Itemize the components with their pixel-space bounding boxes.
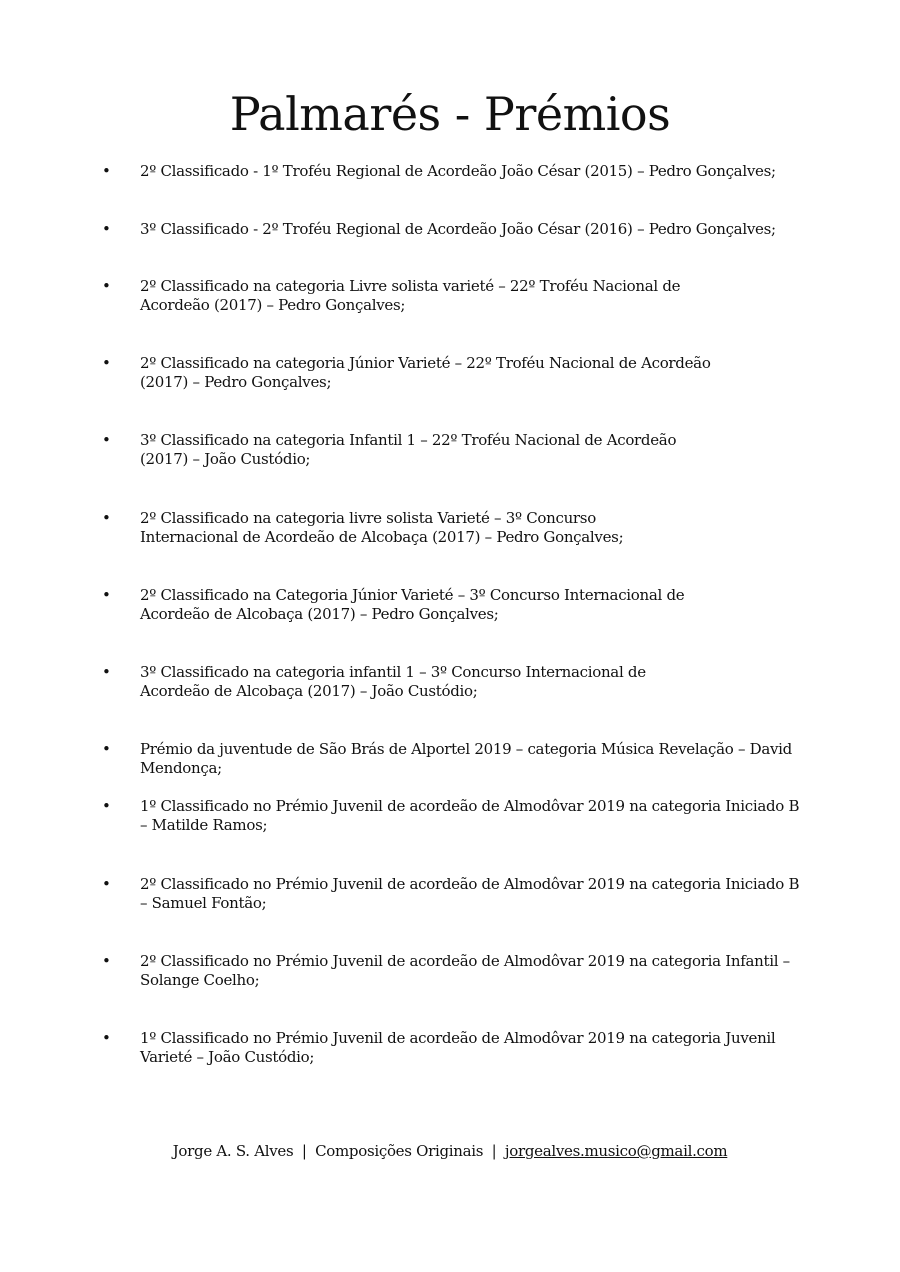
list-item bbox=[102, 797, 810, 835]
award-text: 2º Classificado na categoria livre solista Varieté – 3º Concurso Internacional de Acordeão de Alcobaça (2017) – Pedro Gonçalves; bbox=[140, 509, 624, 546]
list-item bbox=[102, 162, 810, 181]
award-text: 3º Classificado na categoria Infantil 1 – 22º Troféu Nacional de Acordeão (2017) – João Custódio; bbox=[140, 431, 677, 468]
bullet-icon: • bbox=[102, 162, 111, 180]
footer-name: Jorge A. S. Alves bbox=[172, 1142, 294, 1160]
footer-separator: | bbox=[301, 1142, 307, 1160]
award-text: 2º Classificado na categoria Livre solista varieté – 22º Troféu Nacional de Acordeão (2017) – Pedro Gonçalves; bbox=[140, 277, 681, 314]
award-text: 2º Classificado no Prémio Juvenil de acordeão de Almodôvar 2019 na categoria Iniciado B – Samuel Fontão; bbox=[140, 875, 800, 912]
bullet-icon: • bbox=[102, 952, 111, 970]
page-title: Palmarés - Prémios bbox=[229, 87, 671, 141]
bullet-icon: • bbox=[102, 431, 111, 449]
award-text: 1º Classificado no Prémio Juvenil de acordeão de Almodôvar 2019 na categoria Juvenil Varieté – João Custódio; bbox=[140, 1029, 776, 1066]
bullet-icon: • bbox=[102, 740, 111, 758]
bullet-icon: • bbox=[102, 586, 111, 604]
award-text: 3º Classificado na categoria infantil 1 – 3º Concurso Internacional de Acordeão de Alcobaça (2017) – João Custódio; bbox=[140, 663, 646, 700]
footer-separator: | bbox=[491, 1142, 497, 1160]
award-text: 2º Classificado na categoria Júnior Varieté – 22º Troféu Nacional de Acordeão (2017) – Pedro Gonçalves; bbox=[140, 354, 711, 391]
award-text: 1º Classificado no Prémio Juvenil de acordeão de Almodôvar 2019 na categoria Iniciado B – Matilde Ramos; bbox=[140, 797, 800, 834]
bullet-icon: • bbox=[102, 354, 111, 372]
list-item bbox=[102, 663, 690, 701]
award-text: Prémio da juventude de São Brás de Alportel 2019 – categoria Música Revelação – David Mendonça; bbox=[140, 740, 792, 777]
list-item bbox=[102, 875, 810, 913]
list-item bbox=[102, 220, 810, 239]
page-footer bbox=[0, 1142, 900, 1160]
list-item bbox=[102, 1029, 810, 1067]
award-text: 2º Classificado - 1º Troféu Regional de Acordeão João César (2015) – Pedro Gonçalves; bbox=[140, 162, 776, 180]
list-item bbox=[102, 740, 810, 778]
bullet-icon: • bbox=[102, 509, 111, 527]
award-text: 2º Classificado na Categoria Júnior Varieté – 3º Concurso Internacional de Acordeão de Alcobaça (2017) – Pedro Gonçalves; bbox=[140, 586, 685, 623]
footer-email-link[interactable]: jorgealves.musico@gmail.com bbox=[504, 1142, 728, 1160]
bullet-icon: • bbox=[102, 875, 111, 893]
award-text: 2º Classificado no Prémio Juvenil de acordeão de Almodôvar 2019 na categoria Infantil – Solange Coelho; bbox=[140, 952, 790, 989]
bullet-icon: • bbox=[102, 220, 111, 238]
bullet-icon: • bbox=[102, 1029, 111, 1047]
footer-subtitle: Composições Originais bbox=[315, 1142, 484, 1160]
bullet-icon: • bbox=[102, 797, 111, 815]
award-text: 3º Classificado - 2º Troféu Regional de Acordeão João César (2016) – Pedro Gonçalves; bbox=[140, 220, 776, 238]
bullet-icon: • bbox=[102, 663, 111, 681]
list-item bbox=[102, 277, 700, 315]
list-item bbox=[102, 509, 680, 547]
list-item bbox=[102, 586, 730, 624]
bullet-icon: • bbox=[102, 277, 111, 295]
list-item bbox=[102, 431, 720, 469]
list-item bbox=[102, 354, 720, 392]
list-item bbox=[102, 952, 810, 990]
